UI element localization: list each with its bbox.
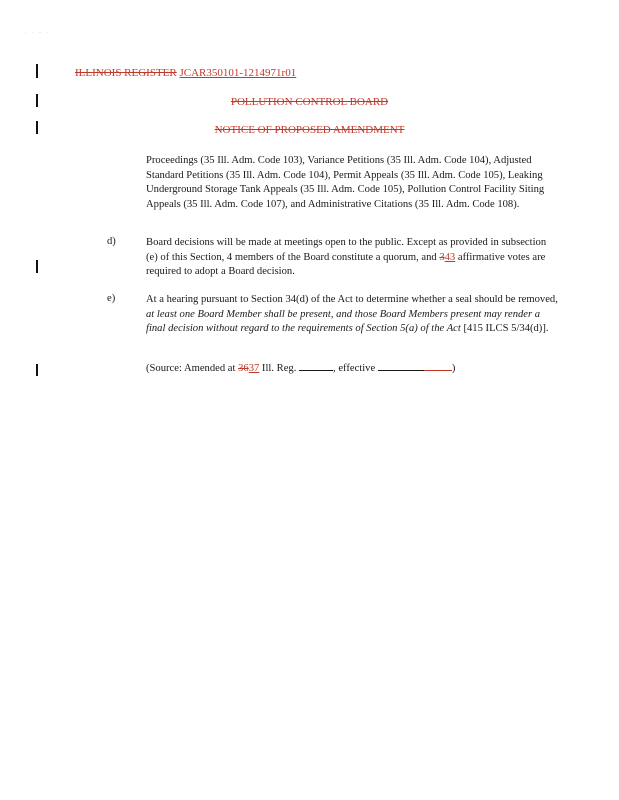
source-middle: Ill. Reg. [259, 363, 300, 374]
change-bar [36, 260, 38, 273]
item-e-label: e) [107, 293, 116, 304]
register-id-inserted: JCAR350101-1214971r01 [179, 67, 297, 79]
item-d-paragraph [146, 236, 558, 280]
page-corner-mark: · · · · [24, 30, 51, 36]
source-note [146, 362, 566, 377]
item-d-inserted-number: 43 [444, 251, 456, 263]
item-d-deleted-number: 3 [439, 251, 445, 263]
item-d-text-before: Board decisions will be made at meetings open to the public. Except as provided in subsection (e) of this Section, 4 members of the Board constitute a quorum, and [146, 237, 547, 263]
notice-heading: NOTICE OF PROPOSED AMENDMENT [214, 124, 405, 136]
item-e-paragraph [146, 293, 558, 337]
item-e-text-after: [415 ILCS 5/34(d)]. [460, 323, 549, 334]
item-e-text-before: At a hearing pursuant to Section 34(d) of the Act to determine whether a seal should be removed, [146, 294, 558, 305]
source-effective-label: , effective [333, 363, 378, 374]
intro-paragraph: Proceedings (35 Ill. Adm. Code 103), Variance Petitions (35 Ill. Adm. Code 104), Adjusted Standard Petitions (35 Ill. Adm. Code 104), Permit Appeals (35 Ill. Adm. Code 105), Leaking Underground Storage Tank Appeals (35 Ill. Adm. Code 105), Pollution Control Facility Siting Appeals (35 Ill. Adm. Code 107), and Administrative Citations (35 Ill. Adm. Code 108). [146, 155, 545, 210]
register-page-blank [299, 370, 333, 371]
change-bar [36, 64, 38, 78]
effective-date-blank [378, 370, 424, 371]
change-bar [36, 364, 38, 376]
register-title-deleted: ILLINOIS REGISTER [75, 67, 177, 79]
agency-heading: POLLUTION CONTROL BOARD [230, 96, 389, 108]
item-d-label: d) [107, 236, 116, 247]
item-e-italic-quote: at least one Board Member shall be present, and those Board Members present may render a final decision without regard to the requirements of Section 5(a) of the Act [146, 308, 541, 334]
register-header [75, 67, 296, 79]
source-volume-inserted: 37 [248, 363, 260, 374]
source-closing: ) [451, 363, 456, 374]
source-volume-deleted: 36 [238, 363, 249, 374]
effective-date-blank-inserted [424, 370, 452, 371]
item-d-text-after: affirmative votes are required to adopt a Board decision. [146, 251, 546, 277]
source-prefix: (Source: Amended at [146, 363, 239, 374]
